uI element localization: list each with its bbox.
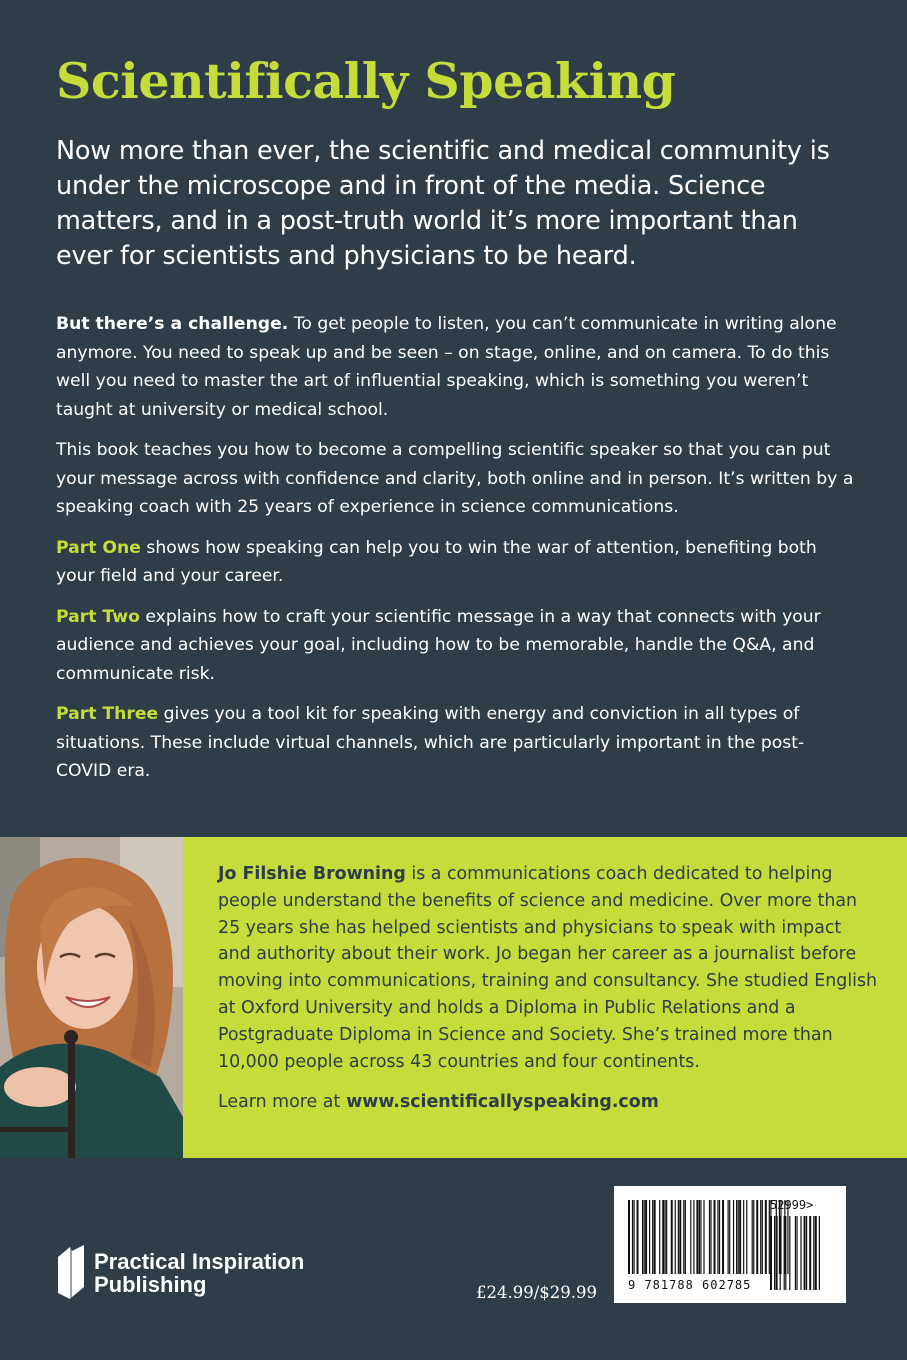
barcode-addon-bar (804, 1216, 806, 1290)
barcode-addon-bar (785, 1216, 786, 1290)
part-three-paragraph (56, 700, 856, 786)
challenge-paragraph (56, 310, 856, 424)
part-one-label: Part One (56, 537, 141, 558)
barcode-bar (762, 1200, 763, 1274)
barcode-bar (645, 1200, 647, 1274)
lead-paragraph: Now more than ever, the scientific and medical community is under the microscope and in front of the media. Science matters, and in a post-truth world it’s more important than ever for scientists and physicians to be heard. (56, 136, 830, 271)
barcode-bar (628, 1200, 630, 1274)
barcode-bar (662, 1200, 664, 1274)
barcode-addon-bar (800, 1216, 801, 1290)
barcode-bar (683, 1200, 684, 1274)
author-section (0, 837, 907, 1158)
barcode-bar (659, 1200, 660, 1274)
barcode-bar (752, 1200, 753, 1274)
barcode-bar (642, 1200, 643, 1274)
barcode-bar (693, 1200, 694, 1274)
barcode-addon-bar (819, 1216, 820, 1290)
barcode-bar (700, 1200, 701, 1274)
barcode-bar (722, 1200, 724, 1274)
part-two-paragraph (56, 603, 856, 689)
part-one-text: shows how speaking can help you to win the war of attention, benefiting both your field and your career. (56, 537, 817, 586)
barcode-bar (649, 1200, 650, 1274)
part-three-text: gives you a tool kit for speaking with energy and conviction in all types of situations. These include virtual channels, which are particularly important in the post-COVID era. (56, 704, 805, 781)
challenge-heading: But there’s a challenge. (56, 314, 289, 334)
barcode-bar (709, 1200, 710, 1274)
website-link[interactable]: www.scientificallyspeaking.com (346, 1092, 659, 1113)
publisher-name-line1: Practical Inspiration (94, 1249, 305, 1274)
price: £24.99/$29.99 (476, 1283, 598, 1302)
barcode-addon-bar (806, 1216, 807, 1290)
book-description: This book teaches you how to become a compelling scientific speaker so that you can put your message across with confidence and clarity, both online and in person. It’s written by a speaking coach with 25 years of experience in science communications. (56, 440, 854, 517)
barcode-addon-bar (813, 1216, 814, 1290)
barcode-bar (652, 1200, 653, 1274)
author-bio-paragraph (218, 861, 878, 1075)
barcode-addon-bar (774, 1216, 775, 1290)
barcode-isbn-number: 9 781788 602785 (628, 1278, 752, 1292)
barcode-bar (637, 1200, 639, 1274)
barcode-bar (690, 1200, 691, 1274)
author-bio-text: is a communications coach dedicated to helping people understand the benefits of science and medicine. Over more than 25 years she has helped scientists and physicians to speak with impact and authority about their work. Jo began her career as a journalist before moving into communications, training and consultancy. She studied English at Oxford University and holds a Diploma in Public Relations and a Postgraduate Diploma in Science and Society. She’s trained more than 10,000 people across 43 countries and four continents. (218, 864, 878, 1072)
barcode-bar (699, 1200, 700, 1274)
barcode-addon-bar (770, 1216, 772, 1290)
book-title: Scientifically Speaking (56, 52, 676, 110)
barcode-bar (765, 1200, 767, 1274)
barcode-bar (671, 1200, 673, 1274)
barcode-addon-bar (809, 1216, 811, 1290)
barcode-addon-bar (815, 1216, 817, 1290)
barcode-bar (679, 1200, 681, 1274)
part-two-label: Part Two (56, 606, 140, 627)
publisher-mark-icon (56, 1243, 86, 1303)
barcode-bar (654, 1200, 656, 1274)
barcode-bar (632, 1200, 633, 1274)
publisher-logo (56, 1243, 304, 1303)
part-one-paragraph (56, 534, 856, 591)
barcode-bar (710, 1200, 711, 1274)
author-bio (218, 861, 878, 1116)
learn-more-line (218, 1089, 878, 1116)
barcode-bar (760, 1200, 761, 1274)
barcode-bar (738, 1200, 739, 1274)
barcode-bar (728, 1200, 729, 1274)
barcode-addon-bar (784, 1216, 785, 1290)
barcode-bar (675, 1200, 676, 1274)
barcode-bar (666, 1200, 667, 1274)
barcode-addon-number: 52999> (770, 1198, 814, 1212)
barcode-addon-bar (795, 1216, 796, 1290)
barcode-bar (714, 1200, 716, 1274)
barcode-addon-bar (776, 1216, 778, 1290)
barcode-bar (678, 1200, 679, 1274)
barcode-addon-bar (789, 1216, 790, 1290)
barcode-bar (746, 1200, 747, 1274)
author-photo (0, 837, 183, 1158)
learn-more-label: Learn more at (218, 1092, 341, 1113)
barcode-bar (696, 1200, 698, 1274)
barcode-bar (736, 1200, 737, 1274)
part-three-label: Part Three (56, 704, 159, 724)
barcode-bar (729, 1200, 730, 1274)
barcode-bar (733, 1200, 734, 1274)
barcode-bar (685, 1200, 686, 1274)
barcode-bar (753, 1200, 754, 1274)
author-portrait-illustration (0, 837, 183, 1158)
barcode-bar (756, 1200, 758, 1274)
barcode-bar (665, 1200, 666, 1274)
barcode-bar (644, 1200, 645, 1274)
part-two-text: explains how to craft your scientific message in a way that connects with your audience and achieves your goal, including how to be memorable, handle the Q&A, and communicate risk. (56, 606, 821, 684)
barcode-bar (739, 1200, 741, 1274)
barcode-bar (633, 1200, 634, 1274)
barcode-bar (717, 1200, 718, 1274)
barcode-addon-bar (796, 1216, 797, 1290)
barcode-bar (703, 1200, 704, 1274)
isbn-barcode (614, 1186, 846, 1303)
barcode-bar (743, 1200, 744, 1274)
barcode-bar (719, 1200, 720, 1274)
challenge-text: To get people to listen, you can’t communicate in writing alone anymore. You need to speak up and be seen – on stage, online, and on camera. To do this well you need to master the art of influential speaking, which is something you weren’t taught at university or medical school. (56, 314, 837, 420)
author-name: Jo Filshie Browning (218, 864, 406, 884)
publisher-name-line2: Publishing (94, 1272, 207, 1297)
description (56, 310, 856, 798)
barcode-addon-bar (780, 1216, 781, 1290)
